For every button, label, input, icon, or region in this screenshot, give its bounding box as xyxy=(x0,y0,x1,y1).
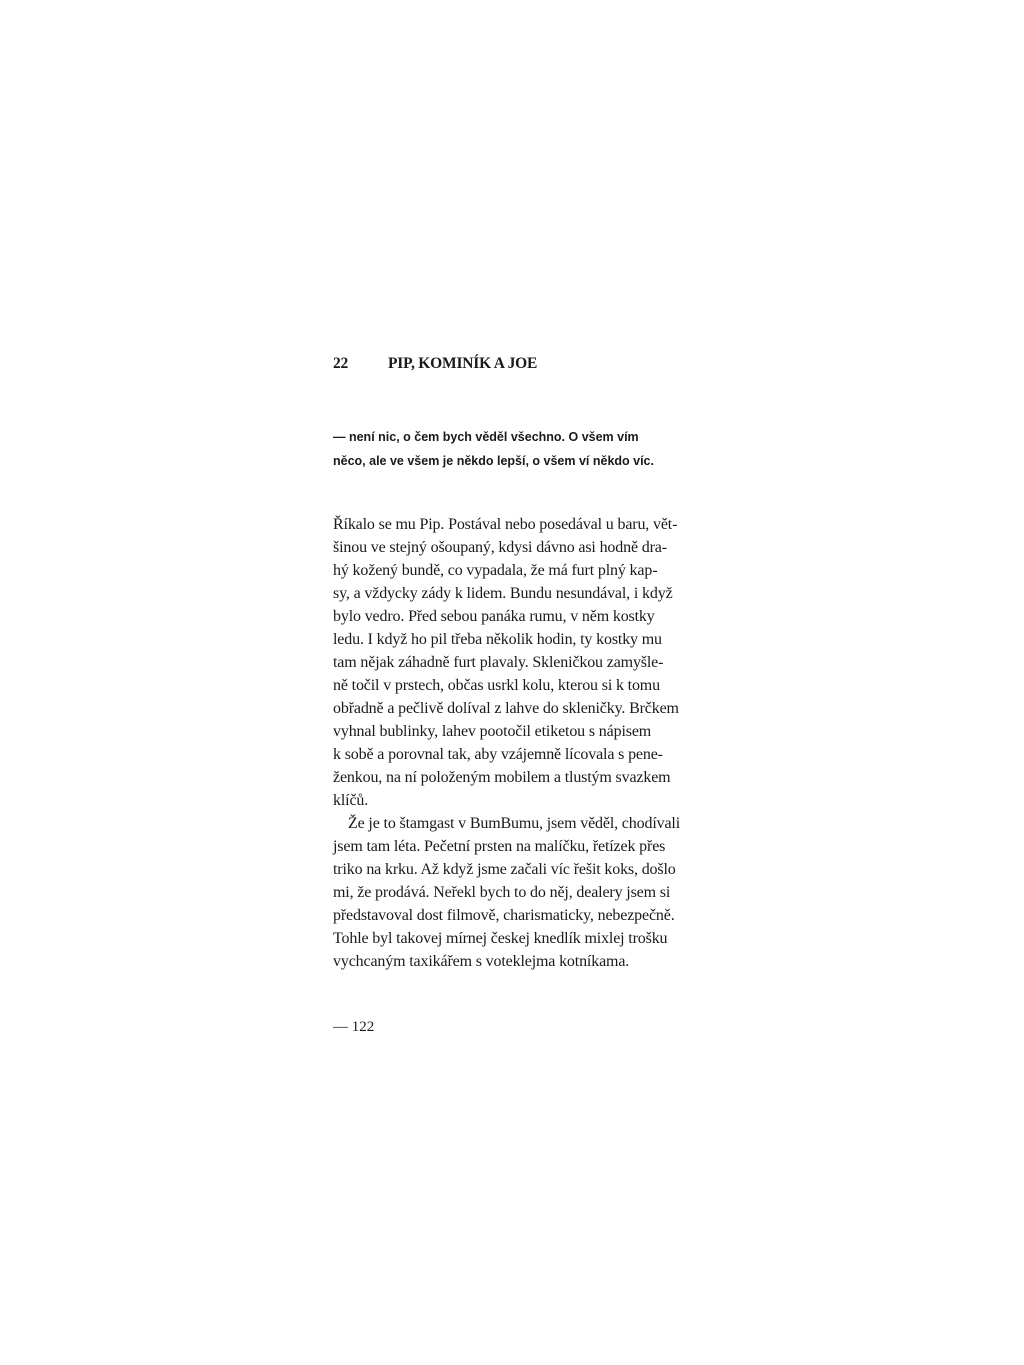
text-line: triko na krku. Až když jsme začali víc řešit koks, došlo xyxy=(333,861,676,878)
body-text xyxy=(333,513,680,973)
text-line: hý kožený bundě, co vypadala, že má furt plný kap- xyxy=(333,562,658,579)
epigraph-line: něco, ale ve všem je někdo lepší, o všem ví někdo víc. xyxy=(333,454,654,468)
paragraph xyxy=(333,812,680,973)
paragraph xyxy=(333,513,680,812)
text-line: představoval dost filmově, charismaticky, nebezpečně. xyxy=(333,907,675,924)
text-line: Tohle byl takovej mírnej českej knedlík mixlej trošku xyxy=(333,930,668,947)
text-line: mi, že prodává. Neřekl bych to do něj, dealery jsem si xyxy=(333,884,671,901)
chapter-title: PIP, KOMINÍK A JOE xyxy=(388,355,538,372)
text-line: šinou ve stejný ošoupaný, kdysi dávno asi hodně dra- xyxy=(333,539,667,556)
text-line: k sobě a porovnal tak, aby vzájemně lícovala s pene- xyxy=(333,746,663,763)
text-line: sy, a vždycky zády k lidem. Bundu nesundával, i když xyxy=(333,585,673,602)
running-header xyxy=(333,355,537,373)
text-line: jsem tam léta. Pečetní prsten na malíčku, řetízek přes xyxy=(333,838,666,855)
text-line: ženkou, na ní položeným mobilem a tlustým svazkem xyxy=(333,769,671,786)
text-line: Říkalo se mu Pip. Postával nebo posedával u baru, vět- xyxy=(333,516,678,533)
text-line: obřadně a pečlivě dolíval z lahve do skleničky. Brčkem xyxy=(333,700,679,717)
text-line: klíčů. xyxy=(333,792,369,809)
text-line: ledu. I když ho pil třeba několik hodin, ty kostky mu xyxy=(333,631,662,648)
text-line: bylo vedro. Před sebou panáka rumu, v něm kostky xyxy=(333,608,655,625)
text-line: tam nějak záhadně furt plavaly. Skleničkou zamyšle- xyxy=(333,654,664,671)
text-line: vyhnal bublinky, lahev pootočil etiketou s nápisem xyxy=(333,723,652,740)
text-line: Že je to štamgast v BumBumu, jsem věděl, chodívali xyxy=(348,815,681,832)
text-line: ně točil v prstech, občas usrkl kolu, kterou si k tomu xyxy=(333,677,660,694)
epigraph-line: — není nic, o čem bych věděl všechno. O všem vím xyxy=(333,430,639,444)
page-number: — 122 xyxy=(333,1019,375,1035)
text-line: vychcaným taxikářem s voteklejma kotníkama. xyxy=(333,953,630,970)
epigraph xyxy=(333,425,654,473)
chapter-number: 22 xyxy=(333,355,349,372)
